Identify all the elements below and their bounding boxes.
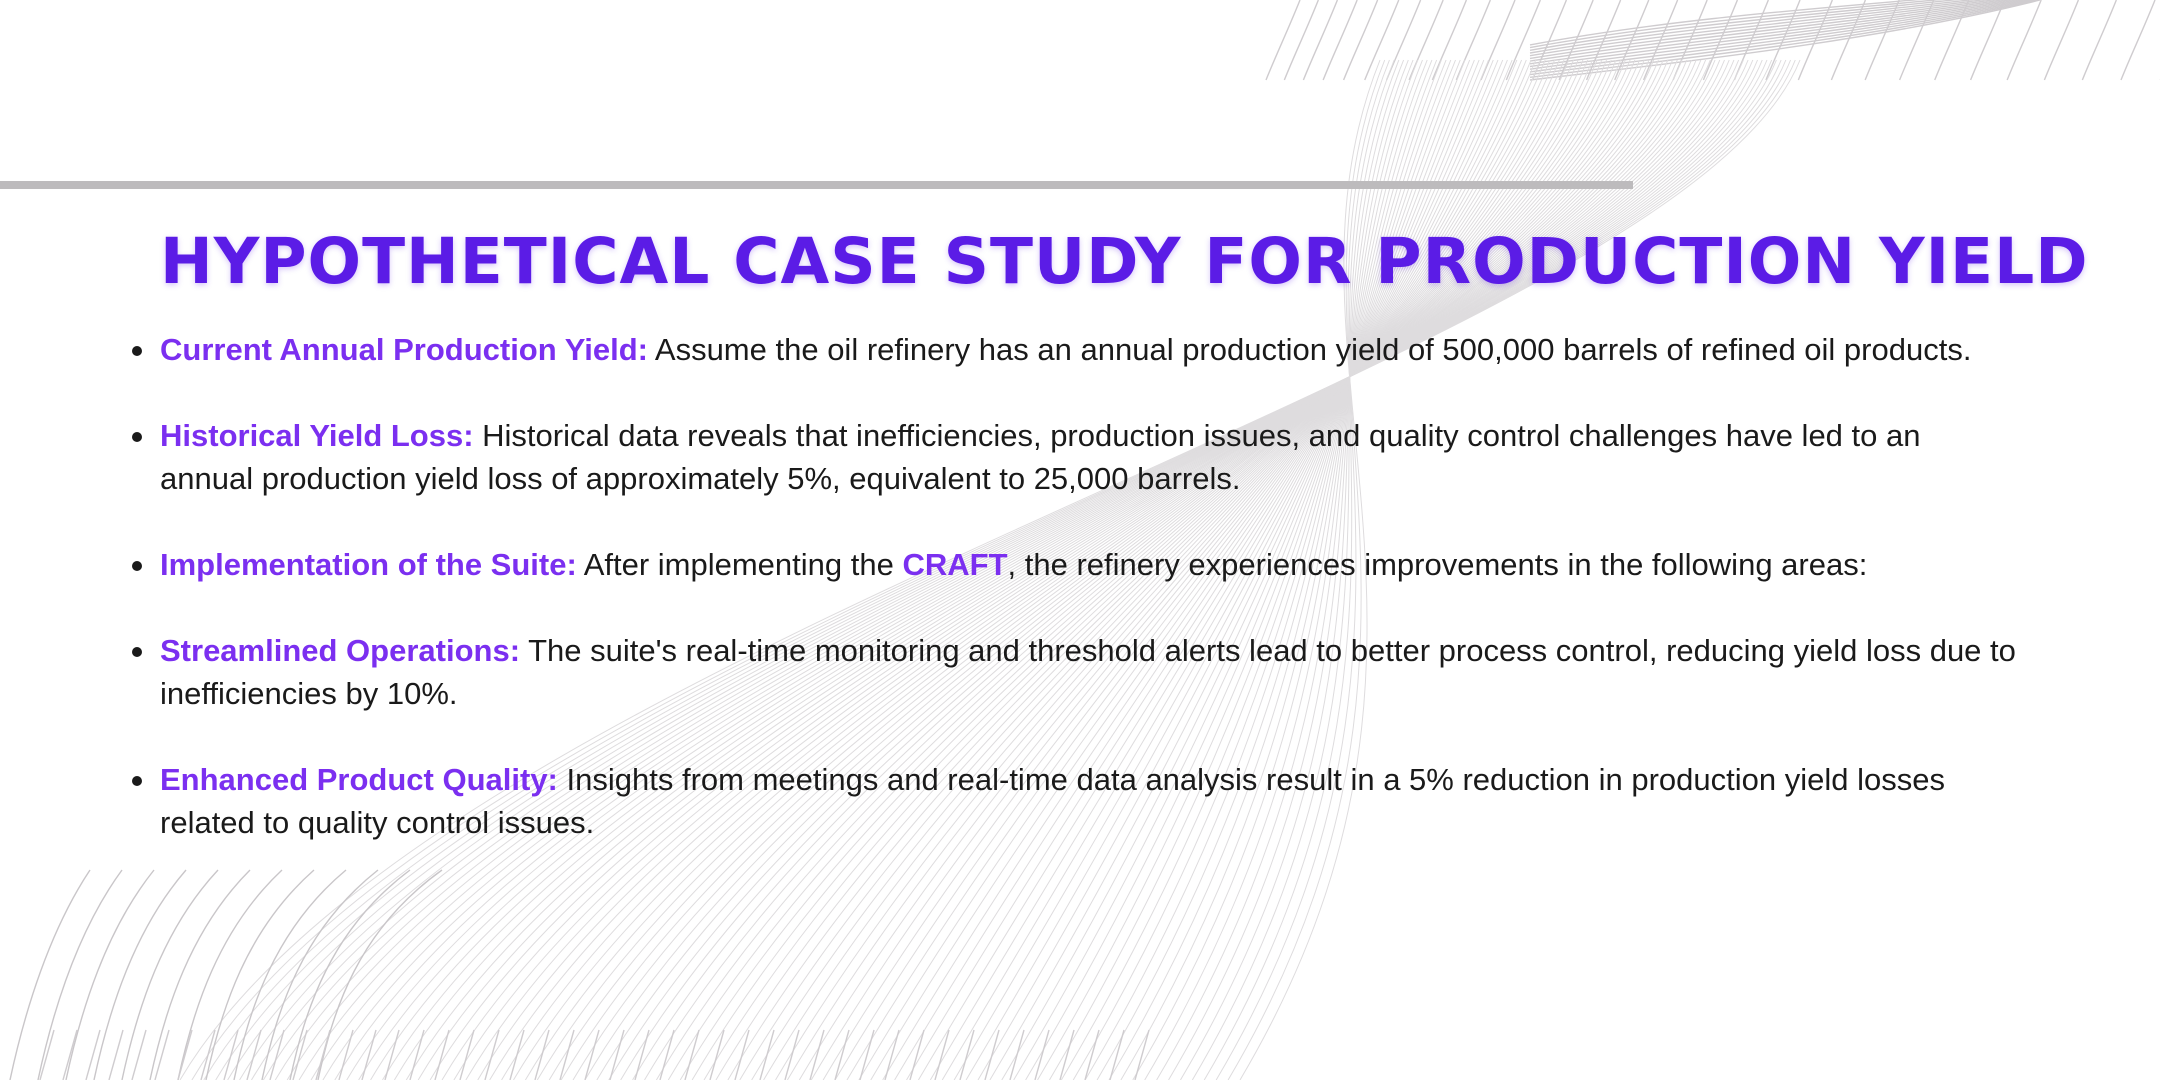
list-item — [120, 758, 2020, 844]
wave-line — [460, 1030, 474, 1080]
list-item — [120, 414, 2020, 500]
wave-line — [234, 870, 346, 1080]
bullet-text: After implementing the — [576, 547, 903, 582]
wave-line — [985, 1030, 999, 1080]
bullet-text: , the refinery experiences improvements in the following areas: — [1007, 547, 1868, 582]
bullet-list — [120, 328, 2020, 887]
wave-line — [318, 870, 442, 1080]
wave-line — [1303, 0, 1337, 80]
wave-line — [40, 1030, 54, 1080]
wave-line — [885, 1030, 899, 1080]
wave-line — [1284, 0, 1318, 80]
product-name-highlight: CRAFT — [902, 547, 1008, 582]
bullet-text: The suite's real-time monitoring and threshold alerts lead to better process control, reducing yield loss due to inefficiencies by 10%. — [160, 633, 2016, 711]
wave-line — [109, 1030, 123, 1080]
wave-line — [1344, 0, 1378, 80]
wave-line — [86, 1030, 100, 1080]
wave-line — [635, 1030, 649, 1080]
wave-line — [1323, 0, 1357, 80]
bullet-dot-icon — [132, 776, 142, 786]
list-item — [120, 543, 2020, 586]
wave-line — [122, 870, 218, 1080]
list-item — [120, 629, 2020, 715]
bullet-dot-icon — [132, 432, 142, 442]
bullet-text: Historical data reveals that inefficiencies, production issues, and quality control challenges have led to an annual production yield loss of approximately 5%, equivalent to 25,000 barrels. — [160, 418, 1921, 496]
wave-line — [485, 1030, 499, 1080]
wave-line — [132, 1030, 146, 1080]
bullet-label: Implementation of the Suite: — [160, 547, 577, 582]
bullet-label: Current Annual Production Yield: — [160, 332, 648, 367]
bullet-dot-icon — [132, 647, 142, 657]
top-divider-rule — [0, 181, 1633, 189]
wave-line — [63, 1030, 77, 1080]
wave-line — [710, 1030, 724, 1080]
wave-line — [2082, 0, 2116, 80]
wave-line — [2007, 0, 2041, 80]
wave-line — [1010, 1030, 1024, 1080]
bullet-text: Insights from meetings and real-time data analysis result in a 5% reduction in production yield losses related to quality control issues. — [160, 762, 1945, 840]
wave-line — [385, 1030, 399, 1080]
wave-line — [810, 1030, 824, 1080]
wave-line — [155, 1030, 169, 1080]
bullet-label: Enhanced Product Quality: — [160, 762, 558, 797]
bullet-dot-icon — [132, 346, 142, 356]
page-title: HYPOTHETICAL CASE STUDY FOR PRODUCTION YIELD — [160, 225, 2089, 298]
bullet-dot-icon — [132, 561, 142, 571]
wave-line — [1085, 1030, 1099, 1080]
wave-line — [560, 1030, 574, 1080]
bullet-label: Streamlined Operations: — [160, 633, 521, 668]
wave-line — [1266, 0, 1300, 80]
bullet-text: Assume the oil refinery has an annual production yield of 500,000 barrels of refined oil products. — [647, 332, 1972, 367]
wave-line — [38, 870, 122, 1080]
wave-line — [2121, 0, 2155, 80]
wave-line — [94, 870, 186, 1080]
wave-line — [247, 1030, 261, 1080]
wave-line — [10, 870, 90, 1080]
wave-line — [585, 1030, 599, 1080]
bullet-label: Historical Yield Loss: — [160, 418, 474, 453]
wave-line — [760, 1030, 774, 1080]
list-item — [120, 328, 2020, 371]
wave-line — [2044, 0, 2078, 80]
wave-line — [1387, 0, 1421, 80]
